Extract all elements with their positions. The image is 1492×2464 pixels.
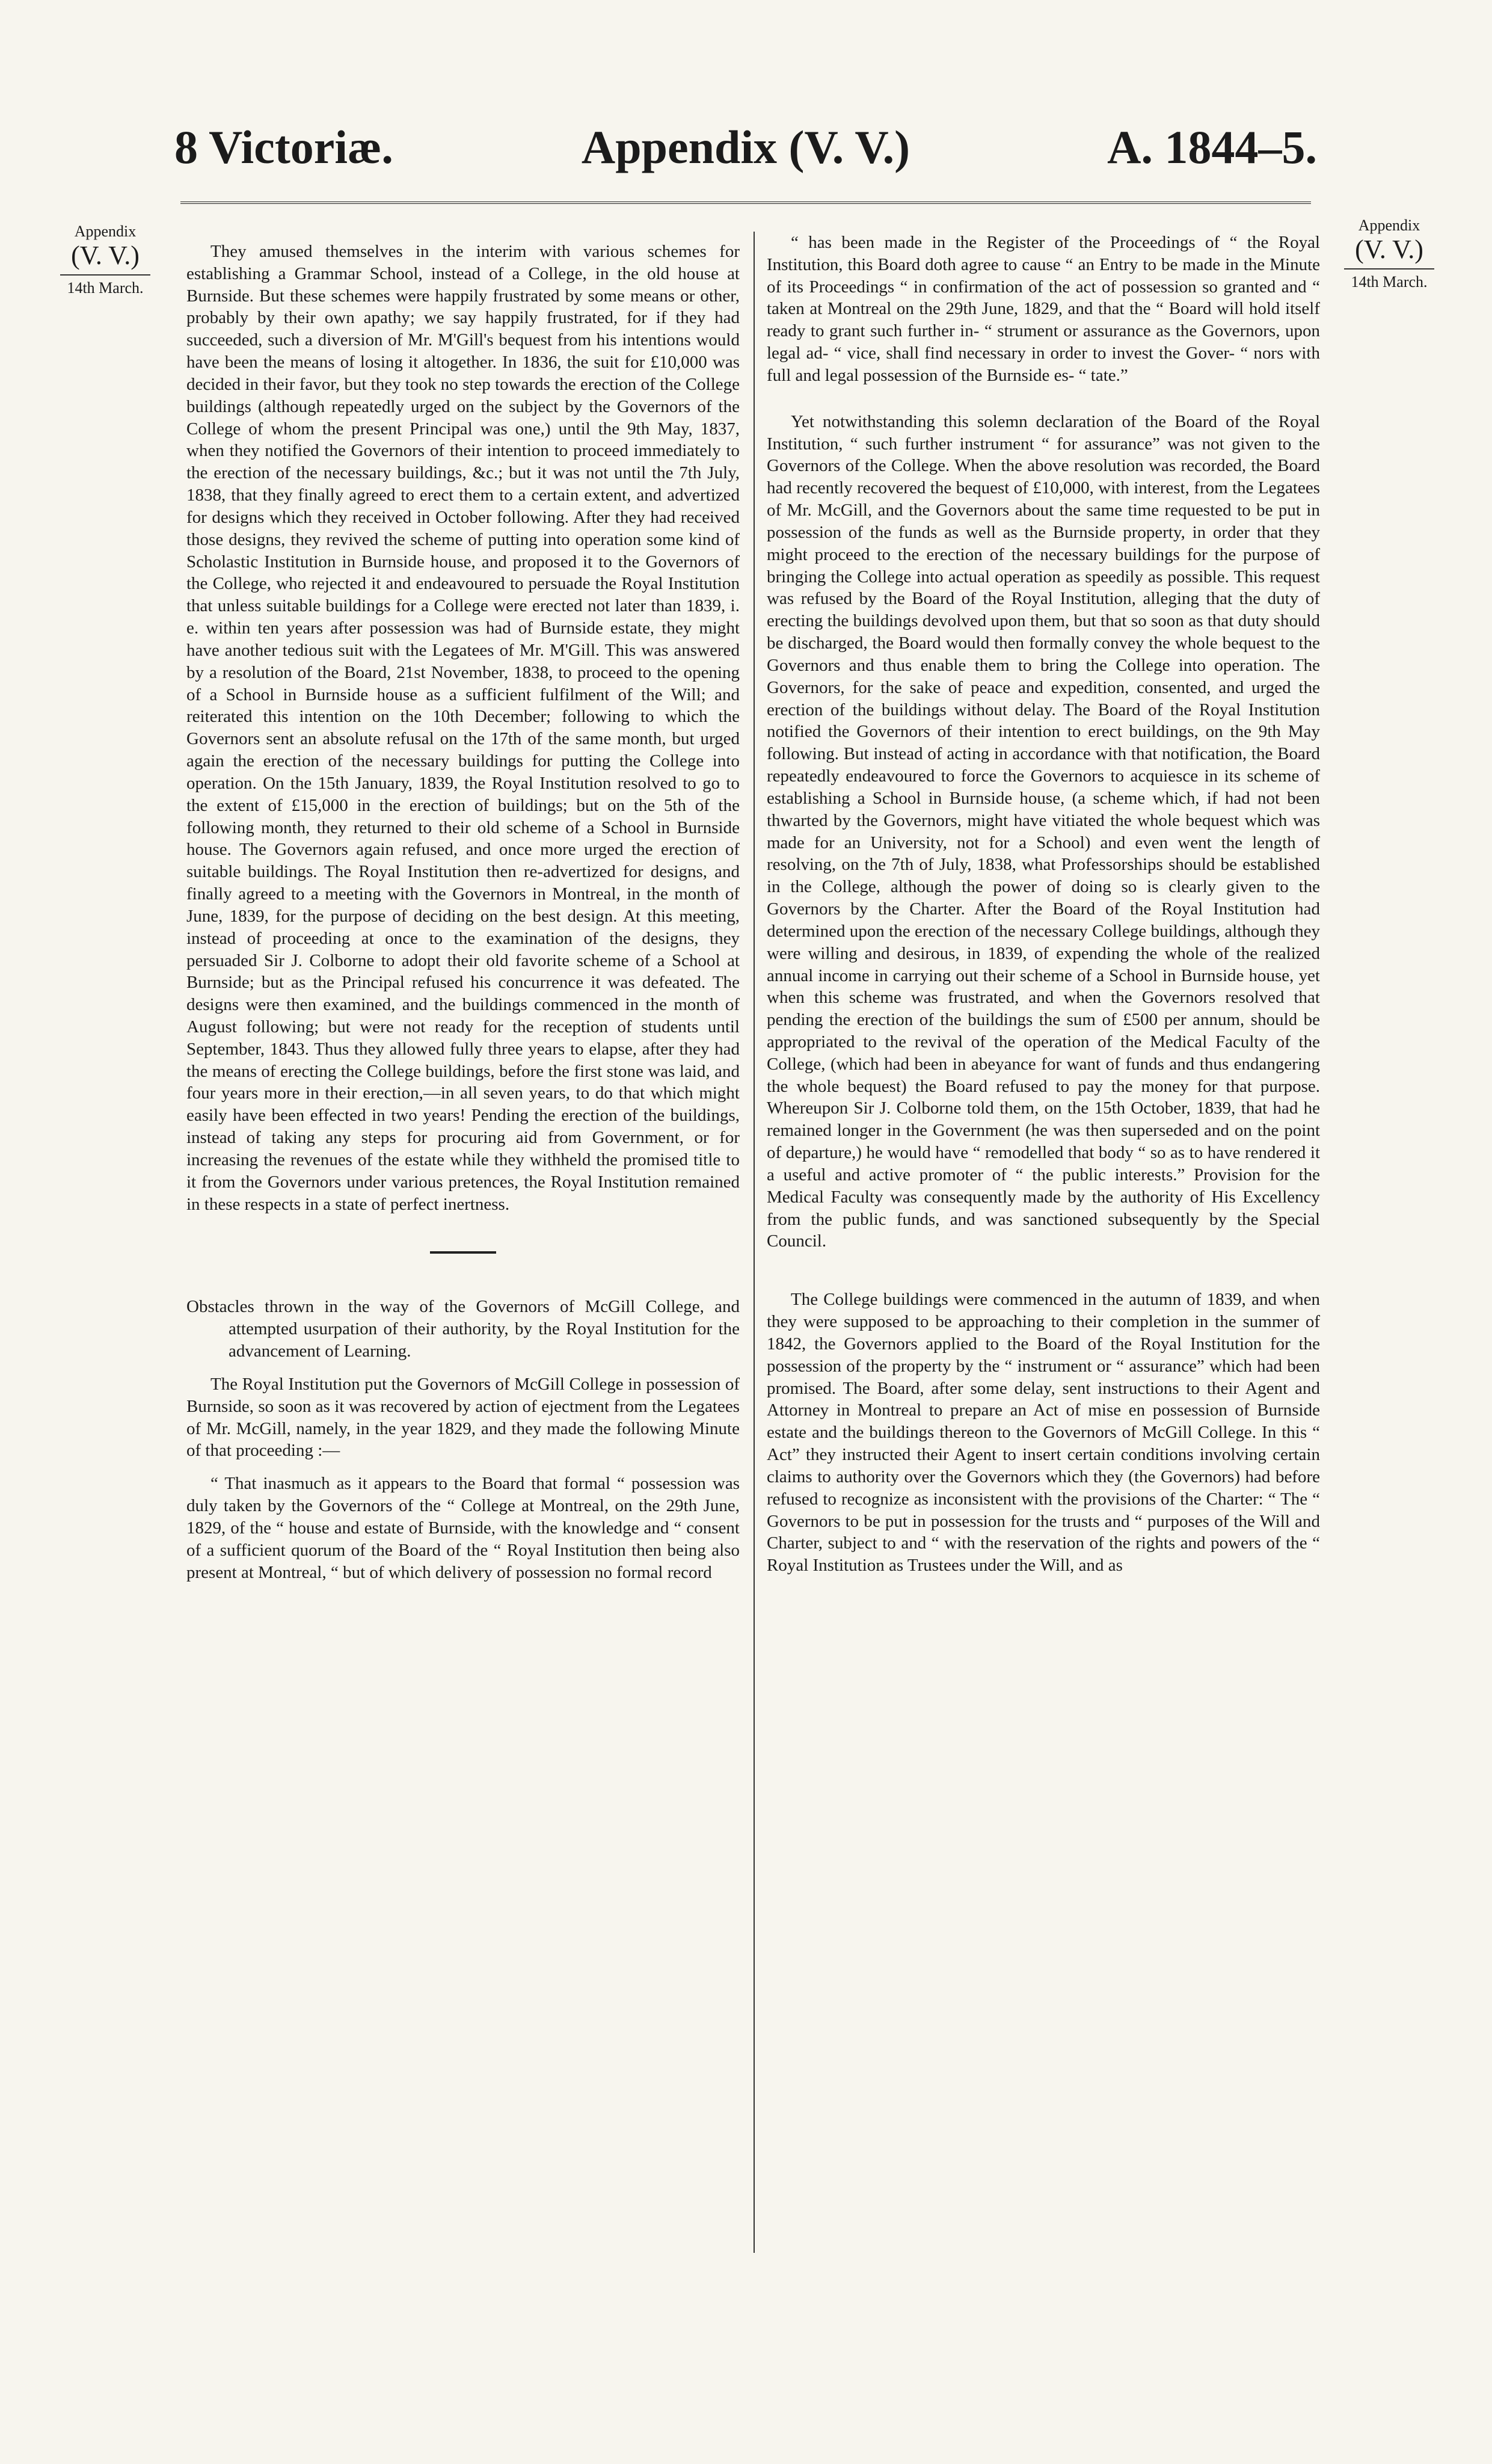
section-heading: Obstacles thrown in the way of the Governors of McGill College, and attempted usurpation of their authority, by the Royal Institution for the advancement of Learning.	[186, 1297, 740, 1361]
right-margin-note	[1335, 217, 1443, 291]
quoted-minute: “ That inasmuch as it appears to the Board that formal “ possession was duly taken by the Governors of the “ College at Montreal, on the 29th June, 1829, of the “ house and estate of Burnside, with the knowledge and “ consent of a sufficient quorum of the Board of the “ Royal Institution then being also present at Montreal, “ but of which delivery of possession no formal record	[186, 1474, 740, 1582]
left-margin-note	[54, 223, 156, 297]
margin-appendix-label: Appendix	[1358, 217, 1420, 234]
header-rule	[180, 202, 1311, 204]
margin-rule	[60, 274, 150, 276]
margin-rule	[1344, 268, 1434, 270]
year-label: A. 1844–5.	[1107, 121, 1317, 173]
margin-date: 14th March.	[1351, 273, 1428, 291]
left-column	[186, 241, 740, 1594]
appendix-title: Appendix (V. V.)	[581, 121, 910, 173]
paragraph: The College buildings were commenced in the autumn of 1839, and when they were supposed to be approaching to their completion in the summer of 1842, the Governors applied to the Board of the Royal Institution for the possession of the property by the “ instrument or “ assurance” which had been promised. The Board, after some delay, sent instructions to their Agent and Attorney in Montreal to prepare an Act of mise en possession of Burnside estate and the buildings thereon to the Governors of McGill College. In this “ Act” they instructed their Agent to insert certain conditions involving certain claims to authority over the Governors which they (the Governors) had before refused to recognize as inconsistent with the provisions of the Charter: “ The “ Governors to be put in possession for the trusts and “ purposes of the Will and Charter, subject to and “ with the reservation of the rights and powers of the “ Royal Institution as Trustees under the Will, and as	[767, 1290, 1320, 1575]
right-column	[767, 232, 1320, 1588]
paragraph: They amused themselves in the interim with various schemes for establishing a Grammar School, instead of a College, in the old house at Burnside. But these schemes were happily frustrated by some means or other, probably by their own apathy; we say happily frustrated, for if they had succeeded, such a diversion of Mr. M'Gill's bequest from his intentions would have been the means of losing it altogether. In 1836, the suit for £10,000 was decided in their favor, but they took no step towards the erection of the College buildings (although repeatedly urged on the subject by the Governors of the College of whom the present Principal was one,) until the 9th May, 1837, when they notified the Governors of their intention to proceed immediately to the erection of the necessary buildings, &c.; but it was not until the 7th July, 1838, that they finally agreed to erect them to a certain extent, and advertized for designs which they received in October following. After they had received those designs, they revived the scheme of putting into operation some kind of Scholastic Institution in Burnside house, and proposed it to the Governors of the College, who rejected it and endeavoured to persuade the Royal Institution that unless suitable buildings for a College were erected not later than 1839, i. e. within ten years after possession was had of Burnside estate, they might have another tedious suit with the Legatees of Mr. M'Gill. This was answered by a resolution of the Board, 21st November, 1838, to proceed to the opening of a School in Burnside house as a sufficient fulfilment of the Will; and reiterated this intention on the 10th December; following to which the Governors sent an absolute refusal on the 17th of the same month, but urged again the erection of the necessary buildings for putting the College into operation. On the 15th January, 1839, the Royal Institution resolved to go to the extent of £15,000 in the erection of buildings; but on the 5th of the following month, they returned to their old scheme of a School in Burnside house. The Governors again refused, and once more urged the erection of suitable buildings. The Royal Institution then re-advertized for designs, and finally agreed to a meeting with the Governors in Montreal, in the month of June, 1839, for the purpose of deciding on the best design. At this meeting, instead of proceeding at once to the examination of the designs, they persuaded Sir J. Colborne to adopt their old favorite scheme of a School at Burnside; but as the Principal refused his concurrence it was defeated. The designs were then examined, and the buildings commenced in the month of August following; but were not ready for the reception of students until September, 1843. Thus they allowed fully three years to elapse, after they had the means of erecting the College buildings, before the first stone was laid, and four years more in their erection,—in all seven years, to do that which might easily have been effected in two years! Pending the erection of the buildings, instead of taking any steps for procuring aid from Government, or for increasing the revenues of the estate while they withheld the promised title to it from the Governors under various pretences, the Royal Institution remained in these respects in a state of perfect inertness.	[186, 242, 740, 1214]
margin-appendix-code: (V. V.)	[71, 240, 140, 270]
quoted-minute-continued: “ has been made in the Register of the Proceedings of “ the Royal Institution, this Board doth agree to cause “ an Entry to be made in the Minute of its Proceedings “ in confirmation of the act of possession so granted and “ taken at Montreal on the 29th June, 1829, and that the “ Board will hold itself ready to grant such further in- “ strument or assurance as the Governors, upon legal ad- “ vice, shall find necessary in order to invest the Gover- “ nors with full and legal possession of the Burnside es- “ tate.”	[767, 233, 1320, 385]
margin-appendix-label: Appendix	[74, 223, 137, 240]
column-separator	[754, 232, 755, 2253]
paragraph: The Royal Institution put the Governors of McGill College in possession of Burnside, so soon as it was recovered by action of ejectment from the Legatees of Mr. McGill, namely, in the year 1829, and they made the following Minute of that proceeding :—	[186, 1374, 740, 1461]
page-header	[174, 117, 1317, 189]
margin-date: 14th March.	[67, 279, 144, 297]
section-divider	[430, 1251, 496, 1254]
session-title: 8 Victoriæ.	[174, 121, 393, 173]
margin-appendix-code: (V. V.)	[1355, 234, 1423, 264]
paragraph: Yet notwithstanding this solemn declaration of the Board of the Royal Institution, “ such further instrument “ for assurance” was not given to the Governors of the College. When the above resolution was recorded, the Board had recently recovered the bequest of £10,000, with interest, from the Legatees of Mr. McGill, and the Governors about the same time requested to be put in possession of the funds as well as the Burnside property, in order that they might proceed to the erection of the necessary buildings for the purpose of bringing the College into actual operation as speedily as possible. This request was refused by the Board of the Royal Institution, alleging that the duty of erecting the buildings devolved upon them, but that so soon as that duty should be discharged, the Board would then formally convey the whole bequest to the Governors and thus enable them to bring the College into operation. The Governors, for the sake of peace and expedition, consented, and urged the erection of the buildings without delay. The Board of the Royal Institution notified the Governors of their intention to erect buildings, on the 9th May following. But instead of acting in accordance with that notification, the Board repeatedly endeavoured to force the Governors to acquiesce in its scheme of establishing a School in Burnside house, (a scheme which, if had not been thwarted by the Governors, might have vitiated the whole bequest which was made for an University, not for a School) and even went the length of resolving, on the 7th of July, 1838, what Professorships should be established in the College, although the power of doing so is clearly given to the Governors by the Charter. After the Board of the Royal Institution had determined upon the erection of the necessary College buildings, although they were willing and desirous, in 1839, of expending the whole of the realized annual income in carrying out their scheme of a School in Burnside house, yet when this scheme was frustrated, and when the Governors resolved that pending the erection of the buildings the sum of £500 per annum, should be appropriated to the revival of the operation of the Medical Faculty of the College, (which had been in abeyance for want of funds and thus endangering the whole bequest) the Board refused to pay the money for that purpose. Whereupon Sir J. Colborne told them, on the 15th October, 1839, that had he remained longer in the Government (he was then superseded and on the point of departure,) he would have “ remodelled that body “ so as to have rendered it a useful and active promoter of “ the public interests.” Provision for the Medical Faculty was consequently made by the authority of His Excellency from the public funds, and was sanctioned subsequently by the Special Council.	[767, 411, 1320, 1251]
